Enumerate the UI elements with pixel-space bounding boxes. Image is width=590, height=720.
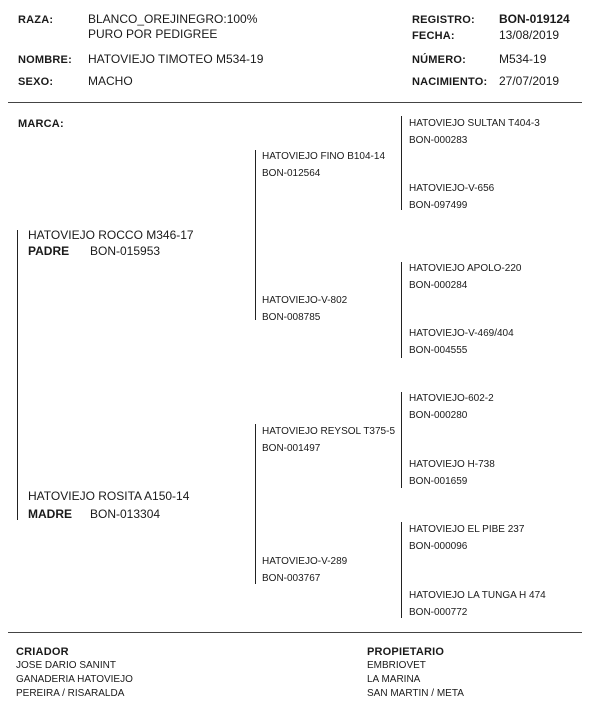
madre-line-connector [255,424,256,584]
fino-line-connector [401,116,402,210]
propietario-line: EMBRIOVET [367,660,426,671]
grandparent-name: HATOVIEJO-V-289 [262,556,348,567]
madre-role: MADRE [28,507,72,521]
madre-reg: BON-013304 [90,507,161,521]
nacimiento-label: NACIMIENTO: [412,76,488,88]
great-grandparent-name: HATOVIEJO SULTAN T404-3 [409,118,540,129]
fecha-value: 13/08/2019 [499,28,560,42]
numero-label: NÚMERO: [412,54,466,66]
propietario-line: SAN MARTIN / META [367,688,464,699]
great-grandparent-reg: BON-000283 [409,135,468,146]
great-grandparent-name: HATOVIEJO-V-469/404 [409,328,514,339]
nacimiento-value: 27/07/2019 [499,74,560,88]
raza-label: RAZA: [18,14,54,26]
grandparent-name: HATOVIEJO-V-802 [262,295,348,306]
criador-line: JOSE DARIO SANINT [16,660,117,671]
great-grandparent-reg: BON-004555 [409,345,468,356]
criador-line: GANADERIA HATOVIEJO [16,674,133,685]
padre-name: HATOVIEJO ROCCO M346-17 [28,228,194,242]
grandparent-reg: BON-008785 [262,312,321,323]
padre-reg: BON-015953 [90,244,161,258]
criador-label: CRIADOR [16,646,69,658]
header-divider [8,102,582,103]
propietario-label: PROPIETARIO [367,646,445,658]
great-grandparent-reg: BON-097499 [409,200,468,211]
grandparent-name: HATOVIEJO REYSOL T375-5 [262,426,396,437]
grandparent-reg: BON-001497 [262,443,321,454]
padre-line-connector [255,150,256,320]
marca-label: MARCA: [18,118,64,130]
propietario-line: LA MARINA [367,674,421,685]
padre-madre-connector [17,230,18,520]
grandparent-name: HATOVIEJO FINO B104-14 [262,151,386,162]
sexo-label: SEXO: [18,76,54,88]
great-grandparent-reg: BON-001659 [409,476,468,487]
numero-value: M534-19 [499,52,547,66]
great-grandparent-reg: BON-000284 [409,280,468,291]
grandparent-reg: BON-003767 [262,573,321,584]
great-grandparent-reg: BON-000772 [409,607,468,618]
nombre-value: HATOVIEJO TIMOTEO M534-19 [88,52,264,66]
great-grandparent-name: HATOVIEJO H-738 [409,459,495,470]
reysol-line-connector [401,392,402,488]
great-grandparent-name: HATOVIEJO-602-2 [409,393,494,404]
great-grandparent-name: HATOVIEJO-V-656 [409,183,495,194]
padre-role: PADRE [28,244,70,258]
v289-line-connector [401,522,402,618]
footer-divider [8,632,582,633]
raza-value: BLANCO_OREJINEGRO:100% [88,12,258,26]
nombre-label: NOMBRE: [18,54,72,66]
sexo-value: MACHO [88,74,133,88]
v802-line-connector [401,262,402,358]
great-grandparent-name: HATOVIEJO LA TUNGA H 474 [409,590,546,601]
great-grandparent-name: HATOVIEJO EL PIBE 237 [409,524,525,535]
great-grandparent-reg: BON-000096 [409,541,468,552]
grandparent-reg: BON-012564 [262,168,321,179]
fecha-label: FECHA: [412,30,455,42]
great-grandparent-name: HATOVIEJO APOLO-220 [409,263,522,274]
registro-value: BON-019124 [499,12,570,26]
criador-line: PEREIRA / RISARALDA [16,688,125,699]
great-grandparent-reg: BON-000280 [409,410,468,421]
registro-label: REGISTRO: [412,14,475,26]
raza-value-pedigree: PURO POR PEDIGREE [88,27,218,41]
madre-name: HATOVIEJO ROSITA A150-14 [28,489,190,503]
